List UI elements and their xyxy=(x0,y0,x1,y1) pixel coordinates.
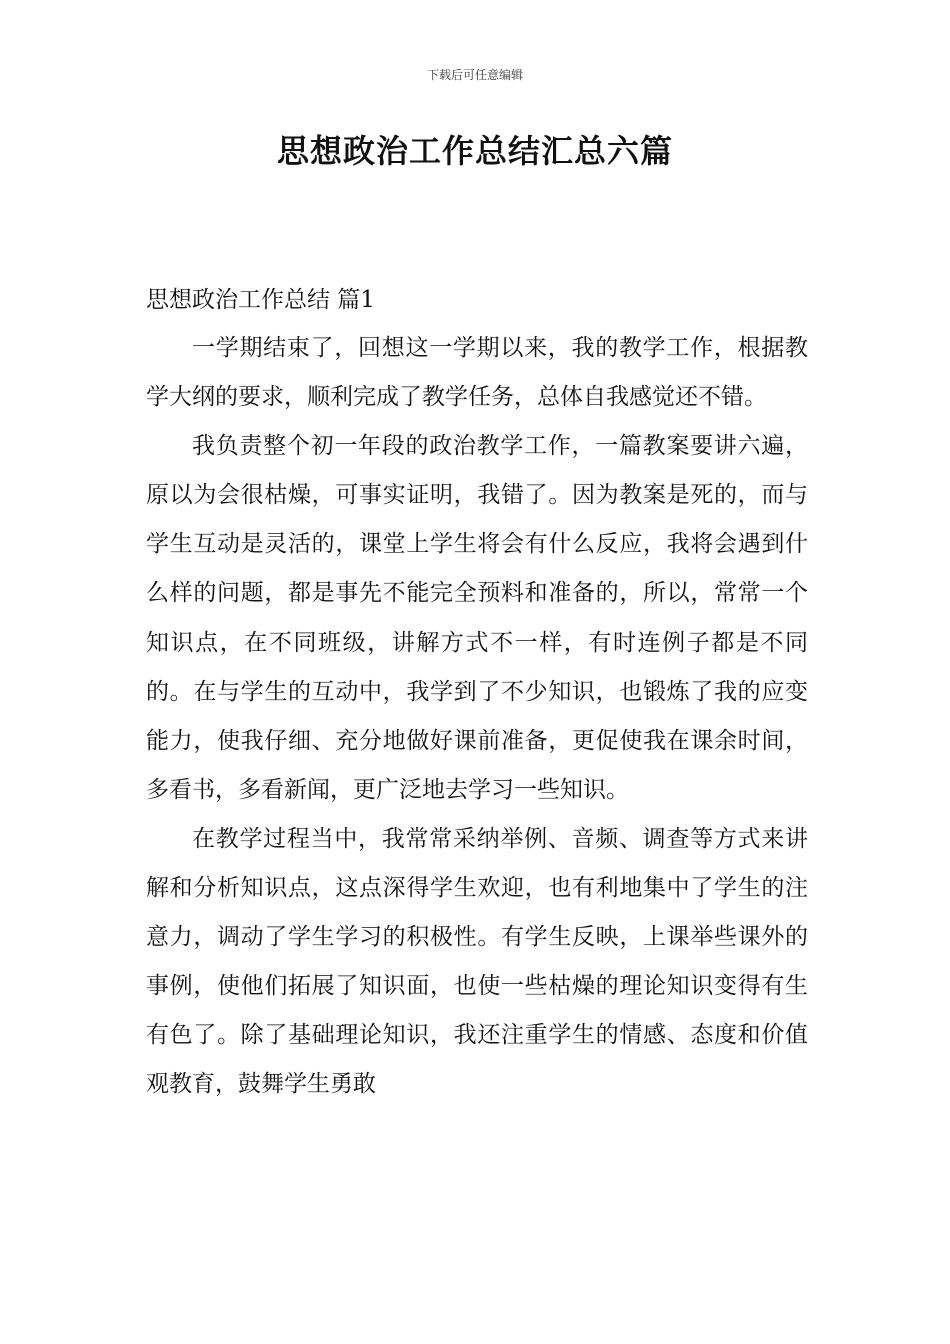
header-note: 下载后可任意编辑 xyxy=(426,68,523,82)
paragraph-3: 在教学过程当中，我常常采纳举例、音频、调查等方式来讲解和分析知识点，这点深得学生欢迎，也有利地集中了学生的注意力，调动了学生学习的积极性。有学生反映，上课举些课外的事例，使他们拓展了知识面，也使一些枯燥的理论知识变得有生有色了。除了基础理论知识，我还注重学生的情感、态度和价值观教育，鼓舞学生勇敢 xyxy=(146,825,808,1098)
document-body xyxy=(146,324,808,1110)
paragraph-2: 我负责整个初一年段的政治教学工作，一篇教案要讲六遍，原以为会很枯燥，可事实证明，我错了。因为教案是死的，而与学生互动是灵活的，课堂上学生将会有什么反应，我将会遇到什么样的问题，都是事先不能完全预料和准备的，所以，常常一个知识点，在不同班级，讲解方式不一样，有时连例子都是不同的。在与学生的互动中，我学到了不少知识，也锻炼了我的应变能力，使我仔细、充分地做好课前准备，更促使我在课余时间，多看书，多看新闻，更广泛地去学习一些知识。 xyxy=(146,433,808,803)
section-heading: 思想政治工作总结 篇1 xyxy=(146,287,375,313)
document-title: 思想政治工作总结汇总六篇 xyxy=(276,132,673,170)
paragraph-1: 一学期结束了，回想这一学期以来，我的教学工作，根据教学大纲的要求，顺利完成了教学任务，总体自我感觉还不错。 xyxy=(146,335,808,411)
